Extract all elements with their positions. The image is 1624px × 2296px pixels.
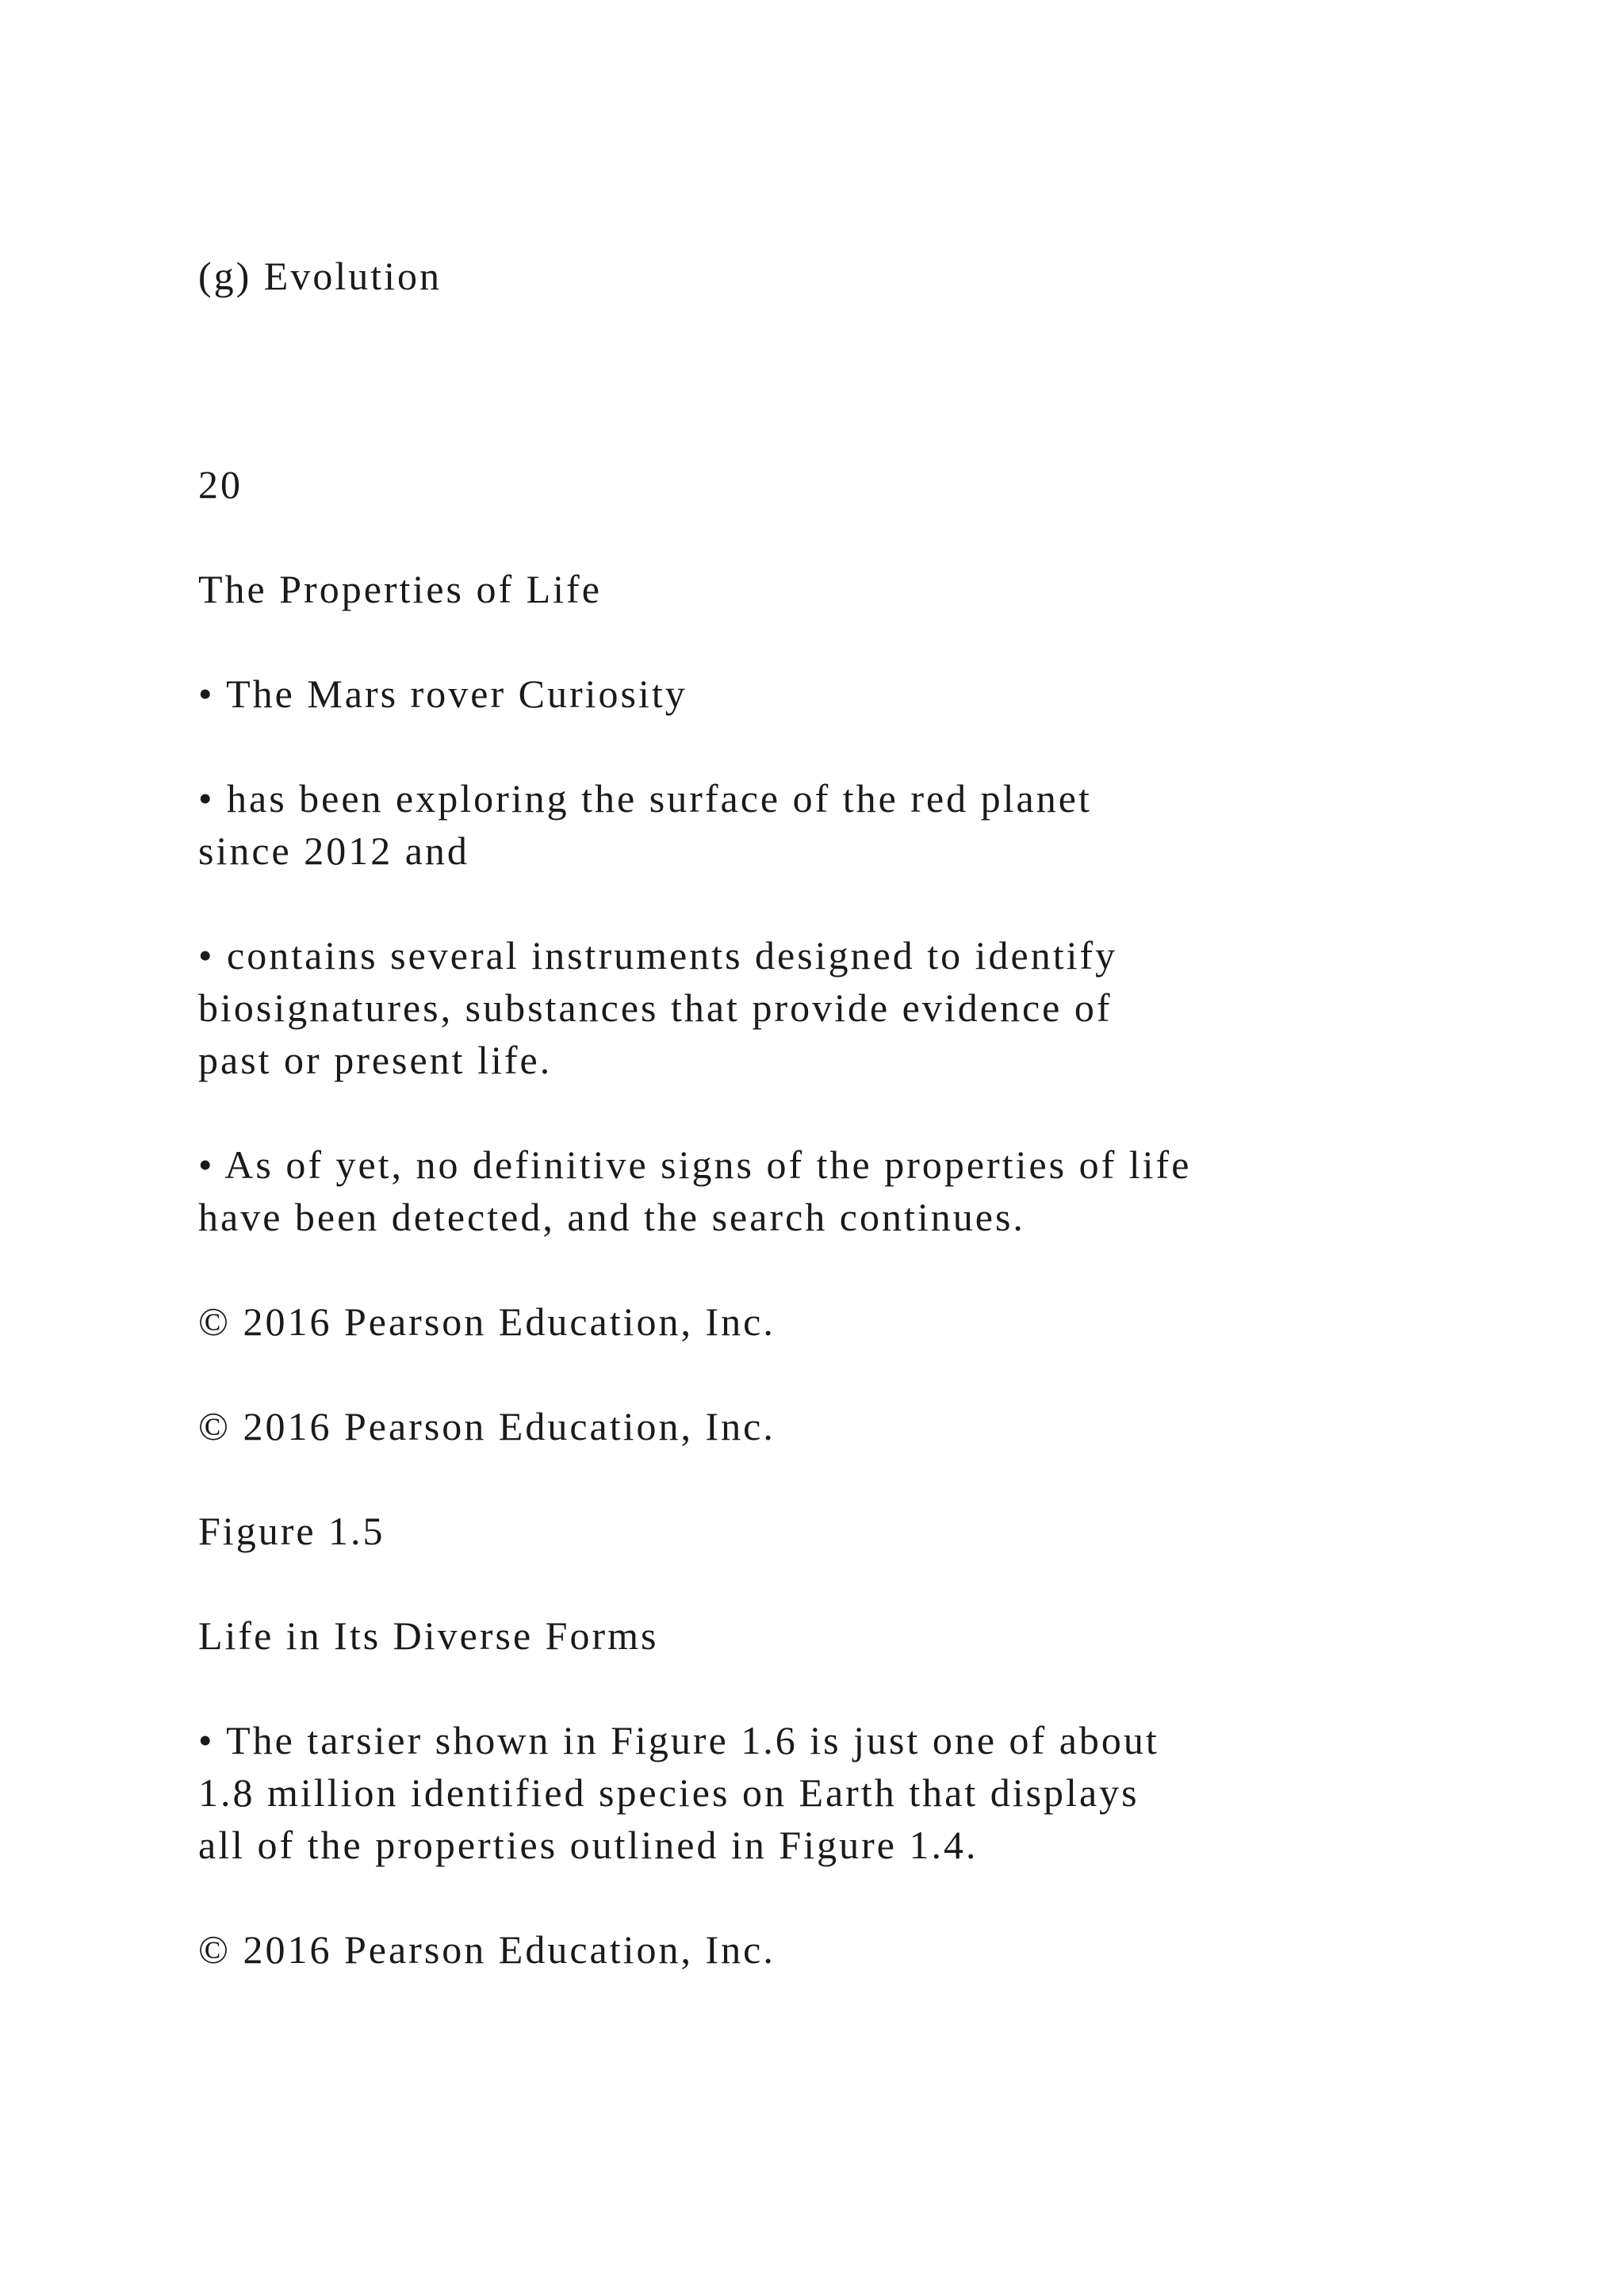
bullet-line: • has been exploring the surface of the red planet	[198, 776, 1092, 821]
bullet-line: • The Mars rover Curiosity	[198, 672, 688, 716]
figure-label: Figure 1.5	[198, 1509, 385, 1553]
section-title: Life in Its Diverse Forms	[198, 1613, 659, 1658]
slide-number: 20	[198, 462, 243, 507]
bullet-line: biosignatures, substances that provide evidence of	[198, 985, 1113, 1030]
copyright-notice: © 2016 Pearson Education, Inc.	[198, 1404, 776, 1448]
bullet-line: • contains several instruments designed to identify	[198, 933, 1118, 978]
bullet-line: 1.8 million identified species on Earth that displays	[198, 1770, 1139, 1815]
bullet-line: since 2012 and	[198, 828, 469, 873]
bullet-line: • The tarsier shown in Figure 1.6 is just one of about	[198, 1718, 1159, 1762]
bullet-line: all of the properties outlined in Figure 1.4.	[198, 1823, 979, 1867]
evolution-heading: (g) Evolution	[198, 254, 442, 298]
bullet-line: past or present life.	[198, 1038, 553, 1082]
bullet-line: have been detected, and the search continues.	[198, 1195, 1025, 1239]
copyright-notice: © 2016 Pearson Education, Inc.	[198, 1927, 776, 1972]
copyright-notice: © 2016 Pearson Education, Inc.	[198, 1299, 776, 1344]
bullet-line: • As of yet, no definitive signs of the properties of life	[198, 1142, 1192, 1187]
section-title: The Properties of Life	[198, 567, 602, 611]
